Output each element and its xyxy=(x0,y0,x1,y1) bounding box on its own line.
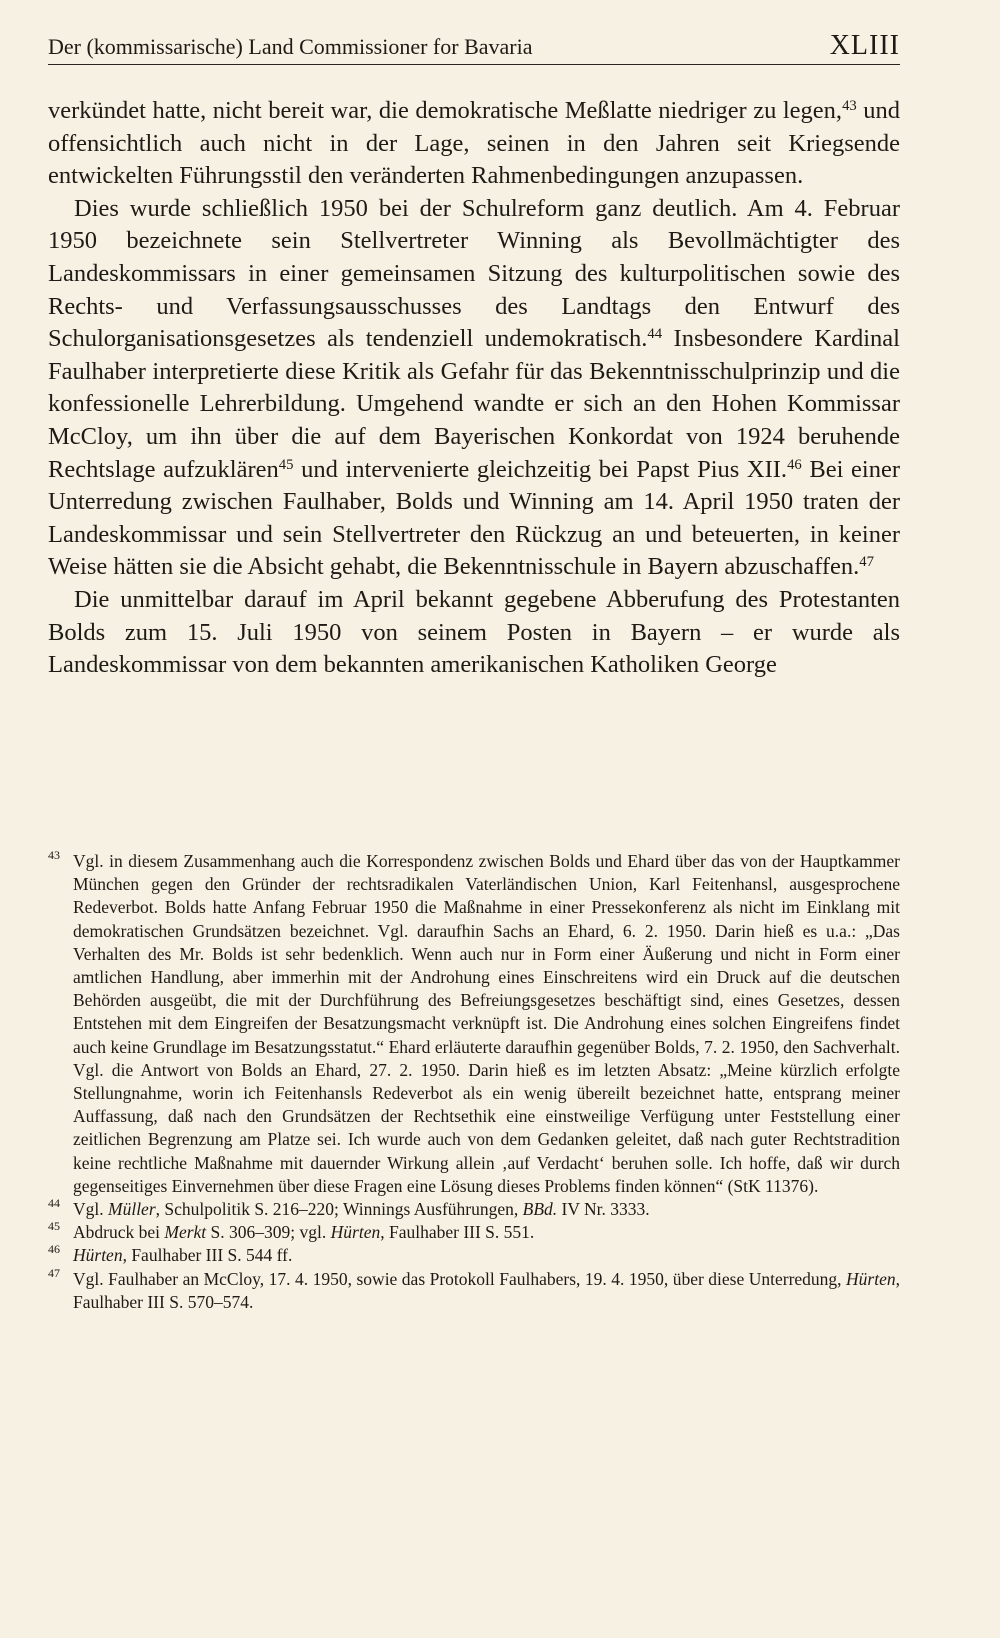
footnote-text: , Schulpolitik S. 216–220; Winnings Ausführungen, xyxy=(155,1199,523,1220)
footnote-ref: 44 xyxy=(647,326,663,343)
main-text xyxy=(48,95,900,682)
footnote-text: , Faulhaber III S. 544 ff. xyxy=(122,1245,293,1266)
footnote-number: 44 xyxy=(48,1196,60,1211)
footnote-author: Müller xyxy=(108,1199,156,1220)
running-head-title: Der (kommissarische) Land Commissioner for Bavaria xyxy=(48,34,533,59)
footnote-ref: 45 xyxy=(278,456,294,473)
footnote-text: Vgl. Faulhaber an McCloy, 17. 4. 1950, sowie das Protokoll Faulhabers, 19. 4. 1950, über diese Unterredung, xyxy=(73,1268,847,1289)
paragraph-text: Dies wurde schließlich 1950 bei der Schulreform ganz deutlich. Am 4. Februar 1950 bezeichnete sein Stellvertreter Winning als Bevollmächtigter des Landeskommissars in einer gemeinsamen Sitzung des kulturpolitischen sowie des Rechts- und Verfassungsausschusses des Landtags den Entwurf des Schulorganisationsgesetzes als tendenziell undemokratisch. xyxy=(48,194,900,353)
paragraph-text: verkündet hatte, nicht bereit war, die demokratische Meßlatte niedriger zu legen, xyxy=(48,97,843,124)
paragraph-text: und intervenierte gleichzeitig bei Papst Pius XII. xyxy=(293,455,788,483)
footnote-number: 43 xyxy=(48,848,60,862)
paragraph-text: Bei einer Unterredung zwischen Faulhaber, Bolds und Winning am 14. April 1950 traten der Landeskommissar und sein Stellvertreter den Rückzug an und beteuerten, in keiner Weise hätten sie die Absicht gehabt, die Bekenntnisschule in Bayern abzuschaffen. xyxy=(48,455,900,581)
footnote-author: Merkt xyxy=(164,1222,207,1243)
paragraph-text: und offensichtlich auch nicht in der Lage, seinen in den Jahren seit Kriegsende entwickelten Führungsstil den veränderten Rahmenbedingungen anzupassen. xyxy=(48,97,901,190)
footnote-47 xyxy=(48,1265,900,1314)
paragraph-text: Die unmittelbar darauf im April bekannt gegebene Abberufung des Protestanten Bolds zum 15. Juli 1950 von seinem Posten in Bayern – er wurde als Landeskommissar von dem bekannten amerikanischen Katholiken George xyxy=(48,585,900,679)
paragraph-3 xyxy=(48,584,900,682)
footnote-text: Vgl. in diesem Zusammenhang auch die Korrespondenz zwischen Bolds und Ehard über das von der Hauptkammer München gegen den Gründer der rechtsradikalen Vaterländischen Union, Karl Feitenhansl, ausgesprochene Redeverbot. Bolds hatte Anfang Februar 1950 die Maßnahme in einer Pressekonferenz als nicht im Einklang mit demokratischen Grundsätzen bezeichnet. Vgl. daraufhin Sachs an Ehard, 6. 2. 1950. Darin hieß es u.a.: „Das Verhalten des Mr. Bolds ist sehr bedenklich. Wenn auch nur in Form einer Äußerung und nicht in Form einer amtlichen Handlung, aber immerhin mit der Androhung eines Einschreitens wird ein Druck auf die deutschen Behörden ausgeübt, die mit der Durchführung des Befreiungsgesetzes beschäftigt sind, eines Gesetzes, dessen Entstehen mit dem Eingreifen der Besatzungsmacht verknüpft ist. Die Androhung eines solchen Eingreifens findet auch keine Grundlage im Besatzungsstatut.“ Ehard erläuterte daraufhin gegenüber Bolds, 7. 2. 1950, den Sachverhalt. Vgl. die Antwort von Bolds an Ehard, 27. 2. 1950. Darin hieß es im letzten Absatz: „Meine kürzlich erfolgte Stellungnahme, worin ich Feitenhansls Redeverbot als ein wenig übereilt bezeichnet hatte, entsprang meiner Auffassung, daß nach den Grundsätzen der Rechtsethik eine einstweilige Verfügung unter Feststellung einer zeitlichen Begrenzung am Platze sei. Ich wurde auch von dem Gedanken geleitet, daß nach guter Rechtstradition keine rechtliche Maßnahme mit dauernder Wirkung allein ‚auf Verdacht‘ beruhen solle. Ich hoffe, daß wir durch gegenseitiges Einvernehmen über diese Fragen eine Lösung dieses Problems finden können“ (StK 11376). xyxy=(73,851,900,1196)
footnote-source: BBd. xyxy=(522,1199,558,1220)
footnote-text: S. 306–309; vgl. xyxy=(206,1222,331,1243)
footnote-text: IV Nr. 3333. xyxy=(557,1199,650,1220)
paragraph-1 xyxy=(48,95,900,193)
page-number: XLIII xyxy=(829,30,900,61)
footnote-number: 47 xyxy=(48,1265,60,1280)
footnote-44 xyxy=(48,1198,900,1221)
footnote-author: Hürten xyxy=(846,1268,896,1289)
footnote-46 xyxy=(48,1244,900,1267)
running-head xyxy=(48,28,900,65)
footnote-text: , Faulhaber III S. 551. xyxy=(380,1222,535,1243)
footnote-text: , Faulhaber III S. 570–574. xyxy=(73,1268,900,1312)
footnote-author: Hürten xyxy=(330,1222,381,1243)
footnote-number: 45 xyxy=(48,1219,60,1234)
paragraph-text: Insbesondere Kardinal Faulhaber interpretierte diese Kritik als Gefahr für das Bekenntnisschulprinzip und die konfessionelle Lehrerbildung. Umgehend wandte er sich an den Hohen Kommissar McCloy, um ihn über die auf dem Bayerischen Konkordat von 1924 beruhende Rechtslage aufzuklären xyxy=(48,325,900,483)
footnotes xyxy=(48,850,900,1314)
paragraph-2 xyxy=(48,193,900,584)
footnote-ref: 46 xyxy=(787,456,802,473)
footnote-text: Vgl. xyxy=(73,1199,108,1220)
footnote-number: 46 xyxy=(48,1242,60,1257)
footnote-ref: 43 xyxy=(842,97,857,114)
footnote-author: Hürten xyxy=(73,1245,123,1266)
footnote-text: Abdruck bei xyxy=(73,1222,165,1243)
footnote-45 xyxy=(48,1221,900,1244)
footnote-ref: 47 xyxy=(859,554,874,571)
footnote-43 xyxy=(48,850,900,1198)
